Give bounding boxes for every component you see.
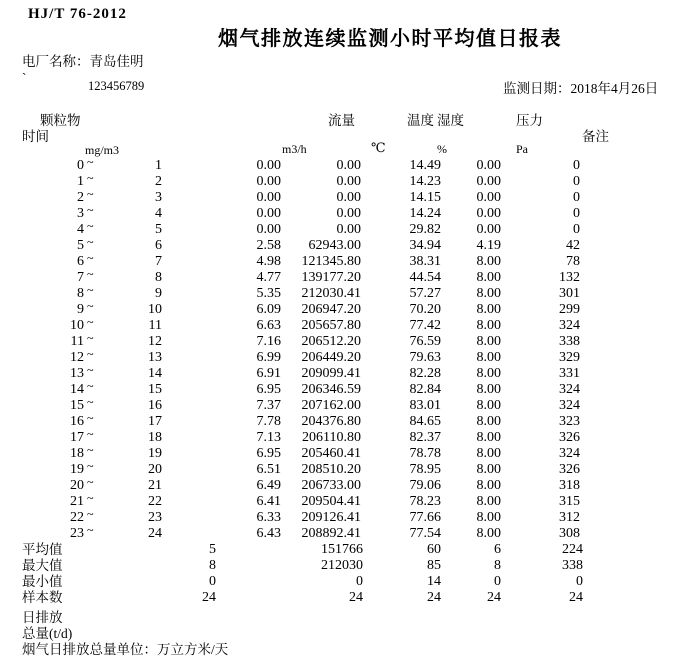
tilde-separator: ~ bbox=[87, 443, 94, 457]
humidity-value: 8.00 bbox=[476, 462, 501, 477]
temperature-value: 79.06 bbox=[409, 478, 441, 493]
table-row bbox=[0, 235, 675, 254]
tilde-separator: ~ bbox=[87, 187, 94, 201]
hour-end: 7 bbox=[155, 254, 162, 269]
table-row bbox=[0, 491, 675, 510]
daily-emission-label-line2: 总量(t/d) bbox=[22, 626, 73, 641]
tilde-separator: ~ bbox=[87, 203, 94, 217]
temperature-value: 57.27 bbox=[409, 286, 441, 301]
hour-end: 2 bbox=[155, 174, 162, 189]
tilde-separator: ~ bbox=[87, 507, 94, 521]
particulate-value: 7.78 bbox=[256, 414, 281, 429]
humidity-value: 8.00 bbox=[476, 398, 501, 413]
flow-value: 208892.41 bbox=[301, 526, 361, 541]
pressure-value: 326 bbox=[559, 430, 580, 445]
summary-temperature-value: 60 bbox=[427, 542, 441, 557]
unit-temperature: ℃ bbox=[371, 140, 386, 155]
particulate-value: 7.13 bbox=[256, 430, 281, 445]
hour-start: 10 bbox=[70, 318, 84, 333]
temperature-value: 77.54 bbox=[409, 526, 441, 541]
table-row bbox=[0, 459, 675, 478]
table-row bbox=[0, 475, 675, 494]
humidity-value: 8.00 bbox=[476, 270, 501, 285]
particulate-value: 6.43 bbox=[256, 526, 281, 541]
flow-value: 206947.20 bbox=[301, 302, 361, 317]
summary-particulate-value: 5 bbox=[209, 542, 216, 557]
table-row bbox=[0, 155, 675, 174]
hour-end: 24 bbox=[148, 526, 162, 541]
table-row bbox=[0, 331, 675, 350]
pressure-value: 0 bbox=[573, 206, 580, 221]
temperature-value: 78.23 bbox=[409, 494, 441, 509]
particulate-value: 6.99 bbox=[256, 350, 281, 365]
temperature-value: 78.78 bbox=[409, 446, 441, 461]
table-row bbox=[0, 315, 675, 334]
tilde-separator: ~ bbox=[87, 155, 94, 169]
humidity-value: 8.00 bbox=[476, 334, 501, 349]
pressure-value: 0 bbox=[573, 222, 580, 237]
tilde-separator: ~ bbox=[87, 459, 94, 473]
tilde-separator: ~ bbox=[87, 219, 94, 233]
humidity-value: 0.00 bbox=[476, 222, 501, 237]
tilde-separator: ~ bbox=[87, 395, 94, 409]
humidity-value: 4.19 bbox=[476, 238, 501, 253]
summary-particulate-value: 0 bbox=[209, 574, 216, 589]
summary-row bbox=[0, 542, 675, 558]
temperature-value: 79.63 bbox=[409, 350, 441, 365]
pressure-value: 318 bbox=[559, 478, 580, 493]
flow-value: 207162.00 bbox=[301, 398, 361, 413]
hour-start: 1 bbox=[77, 174, 84, 189]
temperature-value: 29.82 bbox=[409, 222, 441, 237]
particulate-value: 6.95 bbox=[256, 446, 281, 461]
hour-end: 3 bbox=[155, 190, 162, 205]
temperature-value: 82.37 bbox=[409, 430, 441, 445]
flow-value: 0.00 bbox=[336, 174, 361, 189]
humidity-value: 0.00 bbox=[476, 190, 501, 205]
hour-start: 8 bbox=[77, 286, 84, 301]
humidity-value: 8.00 bbox=[476, 366, 501, 381]
temperature-value: 38.31 bbox=[409, 254, 441, 269]
col-header-flow: 流量 bbox=[328, 113, 355, 128]
hour-end: 1 bbox=[155, 158, 162, 173]
unit-pressure: Pa bbox=[516, 142, 528, 156]
pressure-value: 299 bbox=[559, 302, 580, 317]
temperature-value: 77.42 bbox=[409, 318, 441, 333]
col-header-particulate: 颗粒物 bbox=[40, 113, 81, 128]
summary-flow-value: 151766 bbox=[321, 542, 363, 557]
particulate-value: 0.00 bbox=[256, 206, 281, 221]
summary-row bbox=[0, 574, 675, 590]
table-row bbox=[0, 395, 675, 414]
flow-value: 62943.00 bbox=[308, 238, 361, 253]
table-row bbox=[0, 171, 675, 190]
flow-value: 206346.59 bbox=[301, 382, 361, 397]
table-row bbox=[0, 443, 675, 462]
temperature-value: 14.23 bbox=[409, 174, 441, 189]
temperature-value: 77.66 bbox=[409, 510, 441, 525]
table-row bbox=[0, 187, 675, 206]
hour-start: 17 bbox=[70, 430, 84, 445]
table-row bbox=[0, 283, 675, 302]
particulate-value: 5.35 bbox=[256, 286, 281, 301]
summary-label: 最大值 bbox=[22, 558, 63, 573]
flow-value: 0.00 bbox=[336, 158, 361, 173]
daily-emission-label-line1: 日排放 bbox=[22, 610, 63, 625]
pressure-value: 78 bbox=[566, 254, 580, 269]
pressure-value: 315 bbox=[559, 494, 580, 509]
tilde-separator: ~ bbox=[87, 363, 94, 377]
hour-end: 10 bbox=[148, 302, 162, 317]
humidity-value: 8.00 bbox=[476, 494, 501, 509]
summary-humidity-value: 0 bbox=[494, 574, 501, 589]
plant-name-line bbox=[22, 50, 144, 70]
col-header-time: 时间 bbox=[22, 129, 49, 144]
unit-humidity: % bbox=[437, 142, 447, 156]
humidity-value: 8.00 bbox=[476, 510, 501, 525]
particulate-value: 0.00 bbox=[256, 222, 281, 237]
hour-start: 13 bbox=[70, 366, 84, 381]
flow-value: 121345.80 bbox=[301, 254, 361, 269]
pressure-value: 324 bbox=[559, 446, 580, 461]
hour-start: 16 bbox=[70, 414, 84, 429]
particulate-value: 6.95 bbox=[256, 382, 281, 397]
flow-value: 0.00 bbox=[336, 222, 361, 237]
tilde-separator: ~ bbox=[87, 251, 94, 265]
hour-start: 19 bbox=[70, 462, 84, 477]
pressure-value: 301 bbox=[559, 286, 580, 301]
summary-pressure-value: 224 bbox=[562, 542, 583, 557]
pressure-value: 326 bbox=[559, 462, 580, 477]
particulate-value: 4.98 bbox=[256, 254, 281, 269]
temperature-value: 83.01 bbox=[409, 398, 441, 413]
humidity-value: 8.00 bbox=[476, 254, 501, 269]
hour-end: 6 bbox=[155, 238, 162, 253]
table-row bbox=[0, 411, 675, 430]
humidity-value: 8.00 bbox=[476, 382, 501, 397]
tilde-separator: ~ bbox=[87, 331, 94, 345]
hour-end: 19 bbox=[148, 446, 162, 461]
hour-start: 18 bbox=[70, 446, 84, 461]
pressure-value: 331 bbox=[559, 366, 580, 381]
table-row bbox=[0, 427, 675, 446]
hour-start: 20 bbox=[70, 478, 84, 493]
flow-value: 209504.41 bbox=[301, 494, 361, 509]
flow-value: 0.00 bbox=[336, 206, 361, 221]
flow-value: 139177.20 bbox=[301, 270, 361, 285]
pressure-value: 42 bbox=[566, 238, 580, 253]
temperature-value: 82.28 bbox=[409, 366, 441, 381]
hour-end: 18 bbox=[148, 430, 162, 445]
temperature-value: 14.15 bbox=[409, 190, 441, 205]
hour-start: 12 bbox=[70, 350, 84, 365]
summary-row bbox=[0, 590, 675, 606]
tilde-separator: ~ bbox=[87, 523, 94, 537]
hour-end: 14 bbox=[148, 366, 162, 381]
flow-value: 209099.41 bbox=[301, 366, 361, 381]
hour-start: 22 bbox=[70, 510, 84, 525]
monitor-date-line bbox=[503, 77, 658, 97]
pressure-value: 312 bbox=[559, 510, 580, 525]
table-row bbox=[0, 267, 675, 286]
hour-start: 14 bbox=[70, 382, 84, 397]
particulate-value: 7.16 bbox=[256, 334, 281, 349]
report-title: 烟气排放连续监测小时平均值日报表 bbox=[218, 28, 562, 50]
tilde-separator: ~ bbox=[87, 475, 94, 489]
pressure-value: 132 bbox=[559, 270, 580, 285]
summary-particulate-value: 8 bbox=[209, 558, 216, 573]
summary-flow-value: 24 bbox=[349, 590, 363, 605]
temperature-value: 44.54 bbox=[409, 270, 441, 285]
table-row bbox=[0, 363, 675, 382]
pressure-value: 0 bbox=[573, 190, 580, 205]
temperature-value: 14.24 bbox=[409, 206, 441, 221]
hour-end: 15 bbox=[148, 382, 162, 397]
summary-pressure-value: 338 bbox=[562, 558, 583, 573]
hour-end: 17 bbox=[148, 414, 162, 429]
flow-value: 209126.41 bbox=[301, 510, 361, 525]
table-row bbox=[0, 379, 675, 398]
pressure-value: 329 bbox=[559, 350, 580, 365]
flow-value: 206733.00 bbox=[301, 478, 361, 493]
pressure-value: 324 bbox=[559, 382, 580, 397]
col-header-pressure: 压力 bbox=[516, 113, 543, 128]
unit-flow: m3/h bbox=[282, 142, 307, 156]
hour-end: 13 bbox=[148, 350, 162, 365]
humidity-value: 8.00 bbox=[476, 414, 501, 429]
summary-label: 样本数 bbox=[22, 590, 63, 605]
summary-humidity-value: 8 bbox=[494, 558, 501, 573]
flow-value: 206449.20 bbox=[301, 350, 361, 365]
particulate-value: 0.00 bbox=[256, 174, 281, 189]
humidity-value: 8.00 bbox=[476, 318, 501, 333]
temperature-value: 34.94 bbox=[409, 238, 441, 253]
pressure-value: 0 bbox=[573, 174, 580, 189]
flow-value: 206512.20 bbox=[301, 334, 361, 349]
humidity-value: 8.00 bbox=[476, 430, 501, 445]
humidity-value: 8.00 bbox=[476, 526, 501, 541]
emission-unit-note: 烟气日排放总量单位：万立方米/天 bbox=[22, 642, 229, 657]
temperature-value: 82.84 bbox=[409, 382, 441, 397]
particulate-value: 4.77 bbox=[256, 270, 281, 285]
hour-start: 3 bbox=[77, 206, 84, 221]
particulate-value: 6.09 bbox=[256, 302, 281, 317]
plant-name-value: 青岛佳明 bbox=[89, 54, 144, 69]
summary-temperature-value: 14 bbox=[427, 574, 441, 589]
temperature-value: 14.49 bbox=[409, 158, 441, 173]
hour-start: 7 bbox=[77, 270, 84, 285]
flow-value: 208510.20 bbox=[301, 462, 361, 477]
hour-start: 11 bbox=[70, 334, 84, 349]
temperature-value: 76.59 bbox=[409, 334, 441, 349]
humidity-value: 8.00 bbox=[476, 302, 501, 317]
tilde-separator: ~ bbox=[87, 411, 94, 425]
unit-particulate: mg/m3 bbox=[85, 143, 120, 157]
humidity-value: 0.00 bbox=[476, 174, 501, 189]
summary-humidity-value: 6 bbox=[494, 542, 501, 557]
hour-start: 21 bbox=[70, 494, 84, 509]
hour-end: 9 bbox=[155, 286, 162, 301]
tilde-separator: ~ bbox=[87, 267, 94, 281]
summary-label: 最小值 bbox=[22, 574, 63, 589]
tilde-separator: ~ bbox=[87, 171, 94, 185]
table-row bbox=[0, 219, 675, 238]
hour-end: 20 bbox=[148, 462, 162, 477]
flow-value: 204376.80 bbox=[301, 414, 361, 429]
hour-start: 23 bbox=[70, 526, 84, 541]
flow-value: 205657.80 bbox=[301, 318, 361, 333]
particulate-value: 6.41 bbox=[256, 494, 281, 509]
summary-flow-value: 0 bbox=[356, 574, 363, 589]
particulate-value: 6.63 bbox=[256, 318, 281, 333]
summary-particulate-value: 24 bbox=[202, 590, 216, 605]
hour-start: 2 bbox=[77, 190, 84, 205]
humidity-value: 0.00 bbox=[476, 158, 501, 173]
flow-value: 0.00 bbox=[336, 190, 361, 205]
summary-row bbox=[0, 558, 675, 574]
monitor-date-value: 2018年4月26日 bbox=[570, 81, 659, 96]
particulate-value: 6.33 bbox=[256, 510, 281, 525]
summary-temperature-value: 85 bbox=[427, 558, 441, 573]
hour-start: 6 bbox=[77, 254, 84, 269]
col-header-humidity: 湿度 bbox=[437, 113, 464, 128]
pressure-value: 323 bbox=[559, 414, 580, 429]
hour-start: 0 bbox=[77, 158, 84, 173]
table-row bbox=[0, 347, 675, 366]
flow-value: 212030.41 bbox=[301, 286, 361, 301]
hour-end: 8 bbox=[155, 270, 162, 285]
accent-mark: ` bbox=[22, 70, 27, 85]
hour-start: 5 bbox=[77, 238, 84, 253]
particulate-value: 6.51 bbox=[256, 462, 281, 477]
table-row bbox=[0, 507, 675, 526]
humidity-value: 8.00 bbox=[476, 286, 501, 301]
col-header-remark: 备注 bbox=[582, 129, 609, 144]
table-row bbox=[0, 299, 675, 318]
hour-end: 12 bbox=[148, 334, 162, 349]
temperature-value: 84.65 bbox=[409, 414, 441, 429]
hour-end: 11 bbox=[148, 318, 162, 333]
hour-end: 4 bbox=[155, 206, 162, 221]
standard-code: HJ/T 76-2012 bbox=[28, 6, 127, 22]
humidity-value: 8.00 bbox=[476, 478, 501, 493]
humidity-value: 8.00 bbox=[476, 446, 501, 461]
summary-pressure-value: 0 bbox=[576, 574, 583, 589]
summary-flow-value: 212030 bbox=[321, 558, 363, 573]
tilde-separator: ~ bbox=[87, 347, 94, 361]
particulate-value: 6.49 bbox=[256, 478, 281, 493]
hour-end: 23 bbox=[148, 510, 162, 525]
tilde-separator: ~ bbox=[87, 491, 94, 505]
table-row bbox=[0, 251, 675, 270]
flow-value: 206110.80 bbox=[302, 430, 361, 445]
summary-label: 平均值 bbox=[22, 542, 63, 557]
hour-start: 9 bbox=[77, 302, 84, 317]
flow-value: 205460.41 bbox=[301, 446, 361, 461]
particulate-value: 7.37 bbox=[256, 398, 281, 413]
pressure-value: 324 bbox=[559, 398, 580, 413]
humidity-value: 8.00 bbox=[476, 350, 501, 365]
plant-name-label: 电厂名称： bbox=[22, 54, 90, 69]
tilde-separator: ~ bbox=[87, 379, 94, 393]
particulate-value: 2.58 bbox=[256, 238, 281, 253]
tilde-separator: ~ bbox=[87, 299, 94, 313]
col-header-temperature: 温度 bbox=[407, 113, 434, 128]
monitor-date-label: 监测日期： bbox=[503, 81, 571, 96]
hour-start: 4 bbox=[77, 222, 84, 237]
hour-end: 16 bbox=[148, 398, 162, 413]
tilde-separator: ~ bbox=[87, 427, 94, 441]
summary-pressure-value: 24 bbox=[569, 590, 583, 605]
temperature-value: 70.20 bbox=[409, 302, 441, 317]
tilde-separator: ~ bbox=[87, 283, 94, 297]
table-row bbox=[0, 523, 675, 542]
hour-start: 15 bbox=[70, 398, 84, 413]
particulate-value: 0.00 bbox=[256, 190, 281, 205]
serial-number: 123456789 bbox=[88, 79, 145, 93]
tilde-separator: ~ bbox=[87, 235, 94, 249]
tilde-separator: ~ bbox=[87, 315, 94, 329]
hour-end: 22 bbox=[148, 494, 162, 509]
table-row bbox=[0, 203, 675, 222]
humidity-value: 0.00 bbox=[476, 206, 501, 221]
hour-end: 5 bbox=[155, 222, 162, 237]
pressure-value: 0 bbox=[573, 158, 580, 173]
summary-temperature-value: 24 bbox=[427, 590, 441, 605]
pressure-value: 308 bbox=[559, 526, 580, 541]
pressure-value: 324 bbox=[559, 318, 580, 333]
particulate-value: 0.00 bbox=[256, 158, 281, 173]
hour-end: 21 bbox=[148, 478, 162, 493]
hourly-rows bbox=[0, 155, 675, 606]
summary-humidity-value: 24 bbox=[487, 590, 501, 605]
particulate-value: 6.91 bbox=[256, 366, 281, 381]
temperature-value: 78.95 bbox=[409, 462, 441, 477]
pressure-value: 338 bbox=[559, 334, 580, 349]
